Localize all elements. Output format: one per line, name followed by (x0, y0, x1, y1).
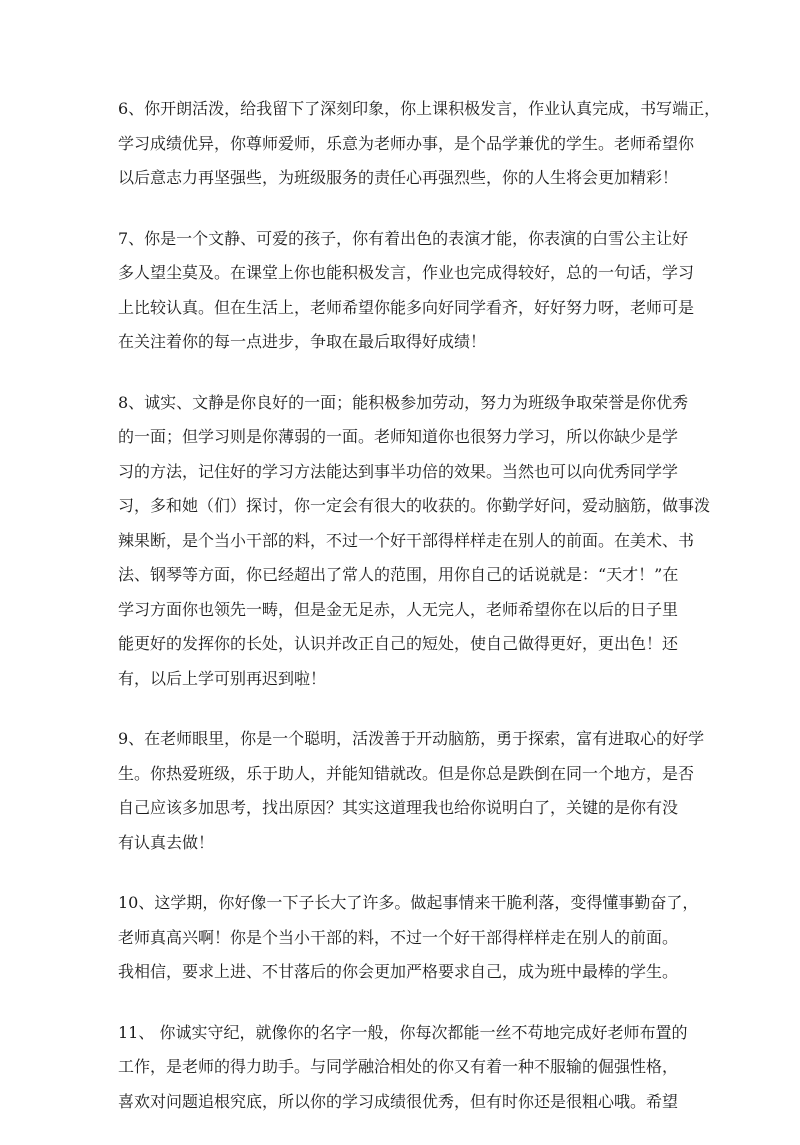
comment-paragraph-10 (118, 886, 699, 990)
document-body (118, 92, 721, 1145)
comment-paragraph-7 (118, 222, 695, 360)
text-line: 辣果断，是个当小干部的料，不过一个好干部得样样走在别人的前面。在美术、书 (118, 530, 695, 550)
text-line: 学习方面你也领先一畴，但是金无足赤，人无完人，老师希望你在以后的日子里 (118, 599, 679, 619)
text-line: 学习成绩优异，你尊师爱师，乐意为老师办事，是个品学兼优的学生。老师希望你 (118, 133, 695, 153)
text-line: 的一面；但学习则是你薄弱的一面。老师知道你也很努力学习，所以你缺少是学 (118, 427, 679, 446)
text-line: 生。你热爱班级，乐于助人，并能知错就改。但是你总是跌倒在同一个地方，是否 (118, 763, 695, 783)
comment-paragraph-9 (118, 722, 705, 860)
text-line: 老师真高兴啊！你是个当小干部的料，不过一个好干部得样样走在别人的前面。 (118, 927, 679, 947)
text-line: 自己应该多加思考，找出原因？其实这道理我也给你说明白了，关键的是你有没 (118, 798, 679, 817)
text-line: 习的方法，记住好的学习方法能达到事半功倍的效果。当然也可以向优秀同学学 (118, 461, 679, 481)
text-line: 我相信，要求上进、不甘落后的你会更加严格要求自己，成为班中最棒的学生。 (118, 962, 679, 981)
text-line: 在关注着你的每一点进步，争取在最后取得好成绩！ (118, 332, 487, 351)
text-line: 喜欢对问题追根究底，所以你的学习成绩很优秀，但有时你还是很粗心哦。希望 (118, 1091, 679, 1111)
text-line: 9、在老师眼里，你是一个聪明，活泼善于开动脑筋，勇于探索，富有进取心的好学 (118, 729, 705, 748)
text-line: 工作，是老师的得力助手。与同学融洽相处的你又有着一种不服输的倔强性格， (118, 1057, 679, 1076)
text-line: 11、 你诚实守纪，就像你的名字一般，你每次都能一丝不苟地完成好老师布置的 (118, 1022, 688, 1042)
text-line: 以后意志力再坚强些，为班级服务的责任心再强烈些，你的人生将会更加精彩！ (118, 168, 679, 187)
text-line: 10、这学期，你好像一下子长大了许多。做起事情来干脆利落，变得懂事勤奋了， (118, 893, 699, 912)
comment-paragraph-8 (118, 386, 711, 697)
comment-paragraph-6 (118, 92, 721, 196)
text-line: 6、你开朗活泼，给我留下了深刻印象，你上课积极发言，作业认真完成，书写端正， (118, 99, 721, 118)
text-line: 能更好的发挥你的长处，认识并改正自己的短处，使自己做得更好，更出色！还 (118, 634, 679, 653)
text-line: 7、你是一个文静、可爱的孩子，你有着出色的表演才能，你表演的白雪公主让好 (118, 228, 689, 248)
text-line: 多人望尘莫及。在课堂上你也能积极发言，作业也完成得较好，总的一句话，学习 (118, 263, 695, 282)
text-line: 有认真去做！ (118, 832, 215, 852)
text-line: 上比较认真。但在生活上，老师希望你能多向好同学看齐，好好努力呀，老师可是 (118, 297, 695, 317)
comment-paragraph-11 (118, 1016, 690, 1120)
text-line: 8、诚实、文静是你良好的一面；能积极参加劳动，努力为班级争取荣誉是你优秀 (118, 392, 689, 412)
text-line: 法、钢琴等方面，你已经超出了常人的范围，用你自己的话说就是：“天才！”在 (118, 565, 679, 584)
text-line: 习，多和她（们）探讨，你一定会有很大的收获的。你勤学好问，爱动脑筋，做事泼 (118, 496, 711, 515)
text-line: 有，以后上学可别再迟到啦！ (118, 668, 327, 688)
